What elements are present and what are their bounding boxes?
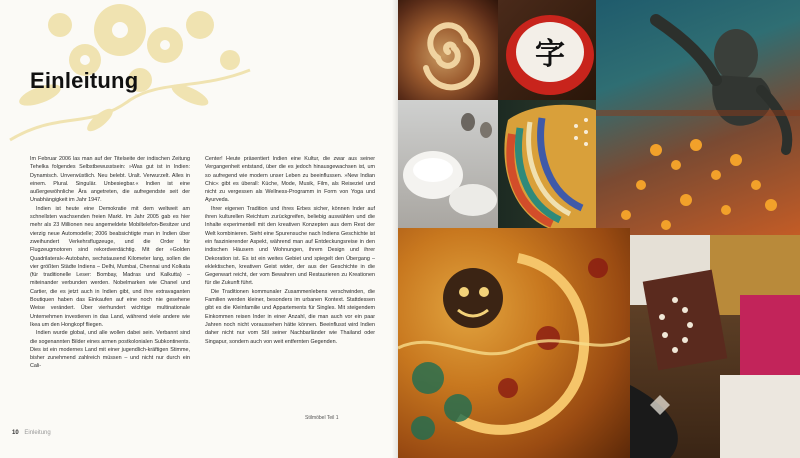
right-page-photo-collage xyxy=(398,0,800,458)
photo-caption: Stilmöbel Teil 1 xyxy=(305,415,339,421)
paragraph: Indien wurde global, und alle wollen dabei sein. Verbannt sind die sogenannten Bilder eines armen postkolonialen Subkontinents. Dies ist ein modernes Land mit einer jugendlich-kräftigen Stimme, bisher zunehmend zahlreich müssen – und nicht nur durch ein Cali- xyxy=(30,330,190,370)
paragraph: Indien ist heute eine Demokratie mit dem weltweit am schnellsten wachsenden freien Markt. Im Jahr 2005 gab es hier mehr als 23 Millionen neu angemeldete Mobiltelefon-Besitzer und vierzig neue Automodelle; 2006 beabsichtigte man in Indien über zweihundert Verkehrsflugzeuge, und die Order für Flugzeugmotoren sind rekordverdächtig. Mit der »Golden Quadrilateral«-Autobahn, sechstausend Kilometer lang, sollen die vier größten Städte Indiens – Delhi, Mumbai, Chennai und Kolkata (für traditionelle Leser: Bombay, Madras und Kalkutta) – miteinander verbunden werden. Nobelmarken wie Chanel und Cartier, die es jetzt auch in Indien gibt, und ihre extravaganten Boutiquen haben das Einkaufen auf eine noch nie gesehene Weise verändert. Über vierhundert wichtige multinationale Unternehmen investieren in das Land, während viele andere wie Ikea um den Hongkopf fliegen. xyxy=(30,205,190,328)
photo-carved-spiral xyxy=(398,0,498,100)
photo-striped-vase xyxy=(498,100,596,228)
paragraph: Im Februar 2006 las man auf der Titelseite der indischen Zeitung Tehelka folgendes Selbstbewusstsein: »Was gut ist in Indien: Dynamisch. Unverwüstlich. Neu belebt. Uralt. Verwurzelt. Alles in einem. Plural. Singulär. Unbesiegbar.« Indien ist eine außergewöhnliche Ära angetreten, die aufregendste seit der Unabhängigkeit im Jahr 1947. xyxy=(30,156,190,204)
paragraph: Center! Heute präsentiert Indien eine Kultur, die zwar aus seiner Vergangenheit entstand, über die es jedoch hinausgewachsen ist, um so aufregend wie modern unser Leben zu beeinflussen. »New Indian Chic« gibt es überall: Küche, Mode, Musik, Film, als Reiseziel und nicht zu vergessen als Wellness-Programm in Form von Yoga und Ayurveda. xyxy=(205,156,375,204)
photo-decorated-plate xyxy=(498,0,596,100)
text-column-2 xyxy=(205,155,375,346)
page-footer xyxy=(12,430,51,436)
photo-white-cups xyxy=(398,100,498,228)
statue-figure-icon xyxy=(596,0,800,235)
text-column-1 xyxy=(30,155,190,371)
page-title: Einleitung xyxy=(30,68,139,93)
cushions-icon xyxy=(630,235,800,458)
plate-glyph: 字 xyxy=(535,37,565,72)
chapter-label: Einleitung xyxy=(24,430,51,436)
painting-figure-icon xyxy=(398,228,630,458)
spiral-scroll-icon xyxy=(398,0,498,100)
paragraph: Die Traditionen kommunaler Zusammenlebens verschwinden, die Familien werden kleiner, besonders im urbanen Kontext. Stattdessen gibt es die Kleinfamilie und Appartements für Singles. Mit steigendem Einkommen reisen Inder in einer Anzahl, die man auch vor ein paar Jahren noch nicht voraussehen hätte können. Beeinflusst wird Indien daher nicht nur vom Stil seiner Nachbarländer wie Thailand oder Singapur, sondern auch von weit entfernten Gegenden. xyxy=(205,288,375,345)
paragraph: Ihrer eigenen Tradition und ihres Erbes sicher, können Inder auf ihren kulturellen Reichtum zurückgreifen, beliebig auswählen und die Inhalte experimentell mit den kreativen Konzepten aus dem Rest der Welt kombinieren. Sieht eine Spurensuche nach Indiens Geschichte ist ein faszinierender Aspekt, während man auf Entdeckungsreise in den indischen Häusern und Wohnungen, ihrem Design und ihrer Dekoration ist. Es ist ein weites Gebiet und spiegelt den Übergang – eklektischen, kreativen Geist wider, der aus der Geschichte in die Gegenwart reicht, der vom Bewahren und Restaurieren zu Kreationen für die Zukunft führt. xyxy=(205,205,375,287)
photo-indian-painting xyxy=(398,228,630,458)
left-page xyxy=(0,0,398,458)
plate-icon xyxy=(498,0,596,100)
vase-icon xyxy=(498,100,596,228)
page-number: 10 xyxy=(12,430,19,436)
photo-silk-cushions xyxy=(630,235,800,458)
cups-icon xyxy=(398,100,498,228)
photo-bronze-statue xyxy=(596,0,800,235)
